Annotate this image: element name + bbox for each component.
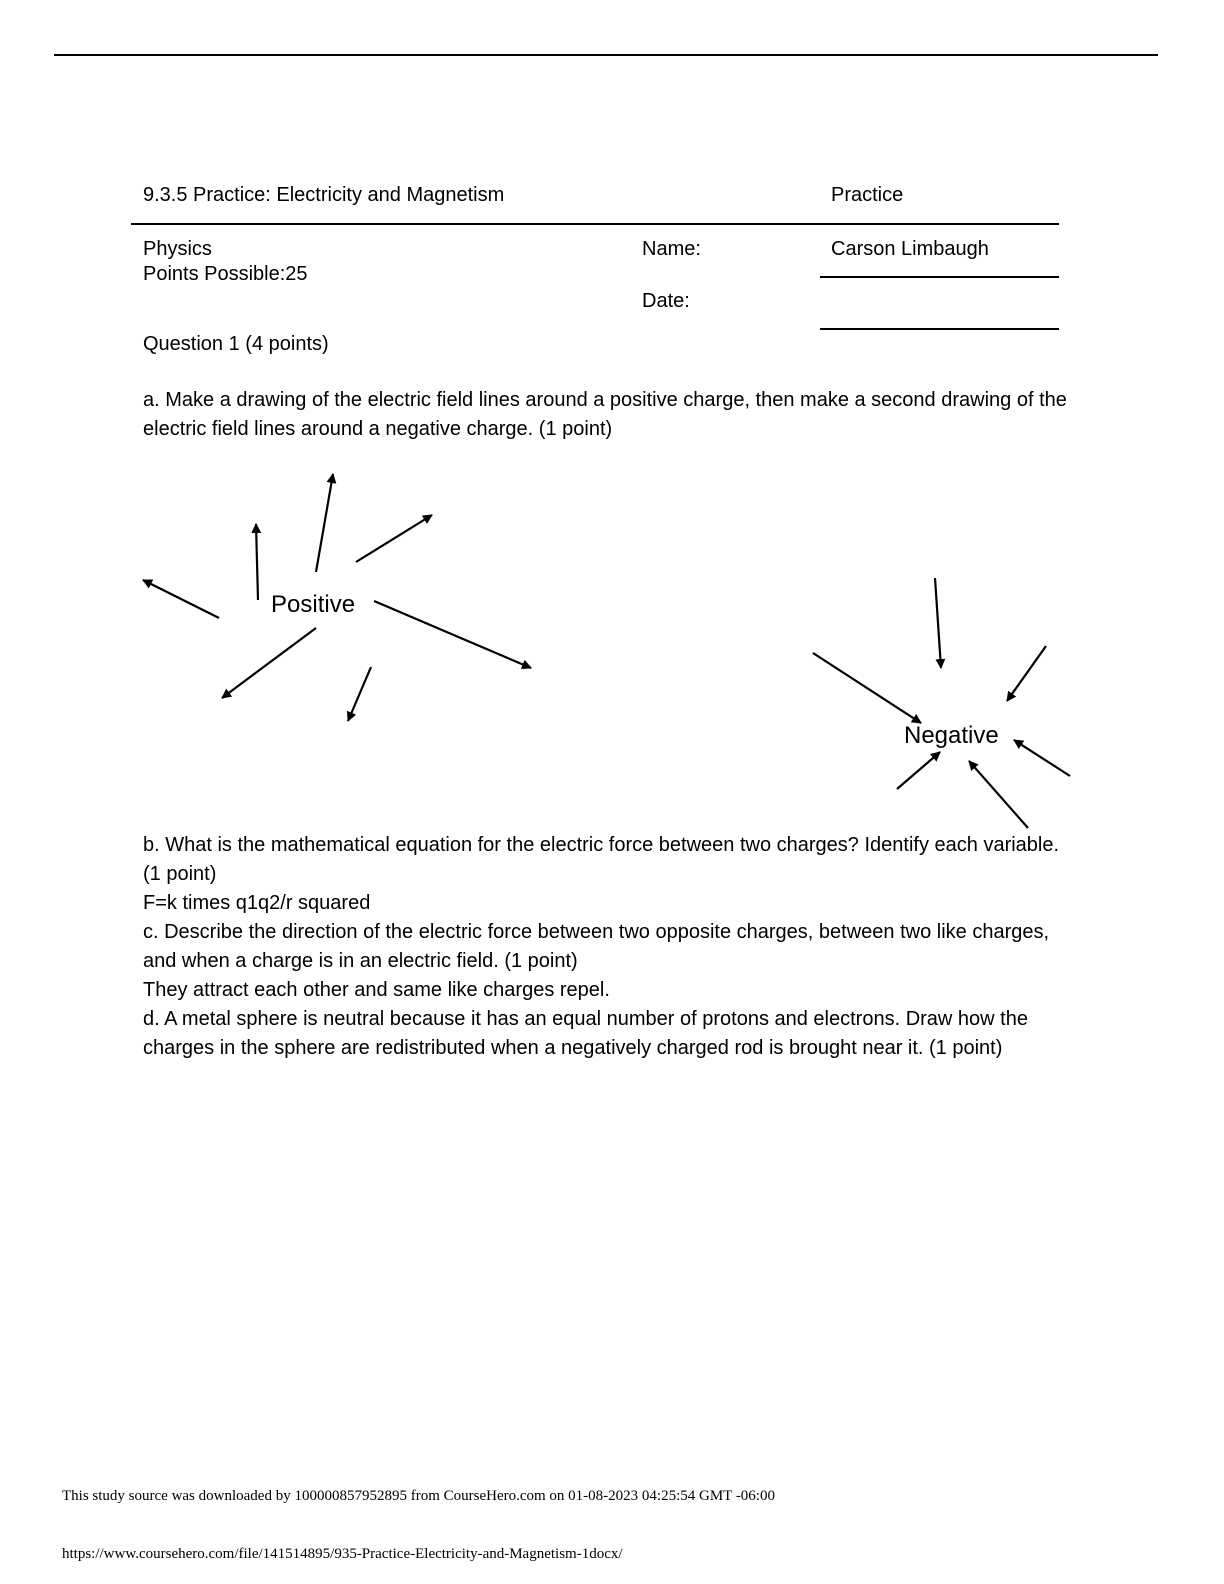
positive-arrow	[348, 667, 371, 721]
part-b-prompt: b. What is the mathematical equation for the electric force between two charges? Identify each variable. (1 point)	[143, 834, 1060, 885]
part-c-answer: They attract each other and same like charges repel.	[143, 979, 610, 1001]
negative-arrow	[969, 761, 1028, 828]
name-value: Carson Limbaugh	[831, 238, 989, 260]
positive-arrow	[222, 628, 316, 698]
parts-b-to-d	[143, 831, 1068, 1063]
positive-charge-label: Positive	[271, 591, 356, 618]
name-label: Name:	[642, 238, 701, 260]
question-heading: Question 1 (4 points)	[143, 333, 329, 355]
negative-charge-label: Negative	[904, 722, 999, 749]
negative-arrow	[935, 578, 941, 668]
negative-arrow	[897, 752, 940, 789]
source-url[interactable]: https://www.coursehero.com/file/141514895/935-Practice-Electricity-and-Magnetism-1docx/	[62, 1546, 623, 1562]
download-notice: This study source was downloaded by 100000857952895 from CourseHero.com on 01-08-2023 04:25:54 GMT -06:00	[62, 1488, 775, 1504]
part-b-answer: F=k times q1q2/r squared	[143, 892, 371, 914]
negative-arrow	[1014, 740, 1070, 776]
positive-arrow	[316, 474, 333, 572]
date-label: Date:	[642, 290, 690, 312]
positive-arrow	[143, 580, 219, 618]
positive-arrow	[374, 601, 531, 668]
positive-arrow	[356, 515, 432, 562]
part-d-prompt: d. A metal sphere is neutral because it has an equal number of protons and electrons. Draw how the charges in the sphere are redistributed when a negatively charged rod is brought near it. (1 point)	[143, 1008, 1028, 1059]
negative-field-arrows	[813, 578, 1070, 828]
negative-arrow	[813, 653, 921, 723]
subject-label: Physics	[143, 238, 212, 260]
assignment-title: 9.3.5 Practice: Electricity and Magnetism	[143, 184, 505, 206]
part-c-prompt: c. Describe the direction of the electric force between two opposite charges, between two like charges, and when a charge is in an electric field. (1 point)	[143, 921, 1050, 972]
part-a-prompt: a. Make a drawing of the electric field lines around a positive charge, then make a second drawing of the electric field lines around a negative charge. (1 point)	[143, 389, 1067, 440]
points-possible: Points Possible:25	[143, 263, 308, 285]
assignment-type: Practice	[831, 184, 904, 206]
positive-arrow	[256, 524, 258, 600]
negative-arrow	[1007, 646, 1046, 701]
